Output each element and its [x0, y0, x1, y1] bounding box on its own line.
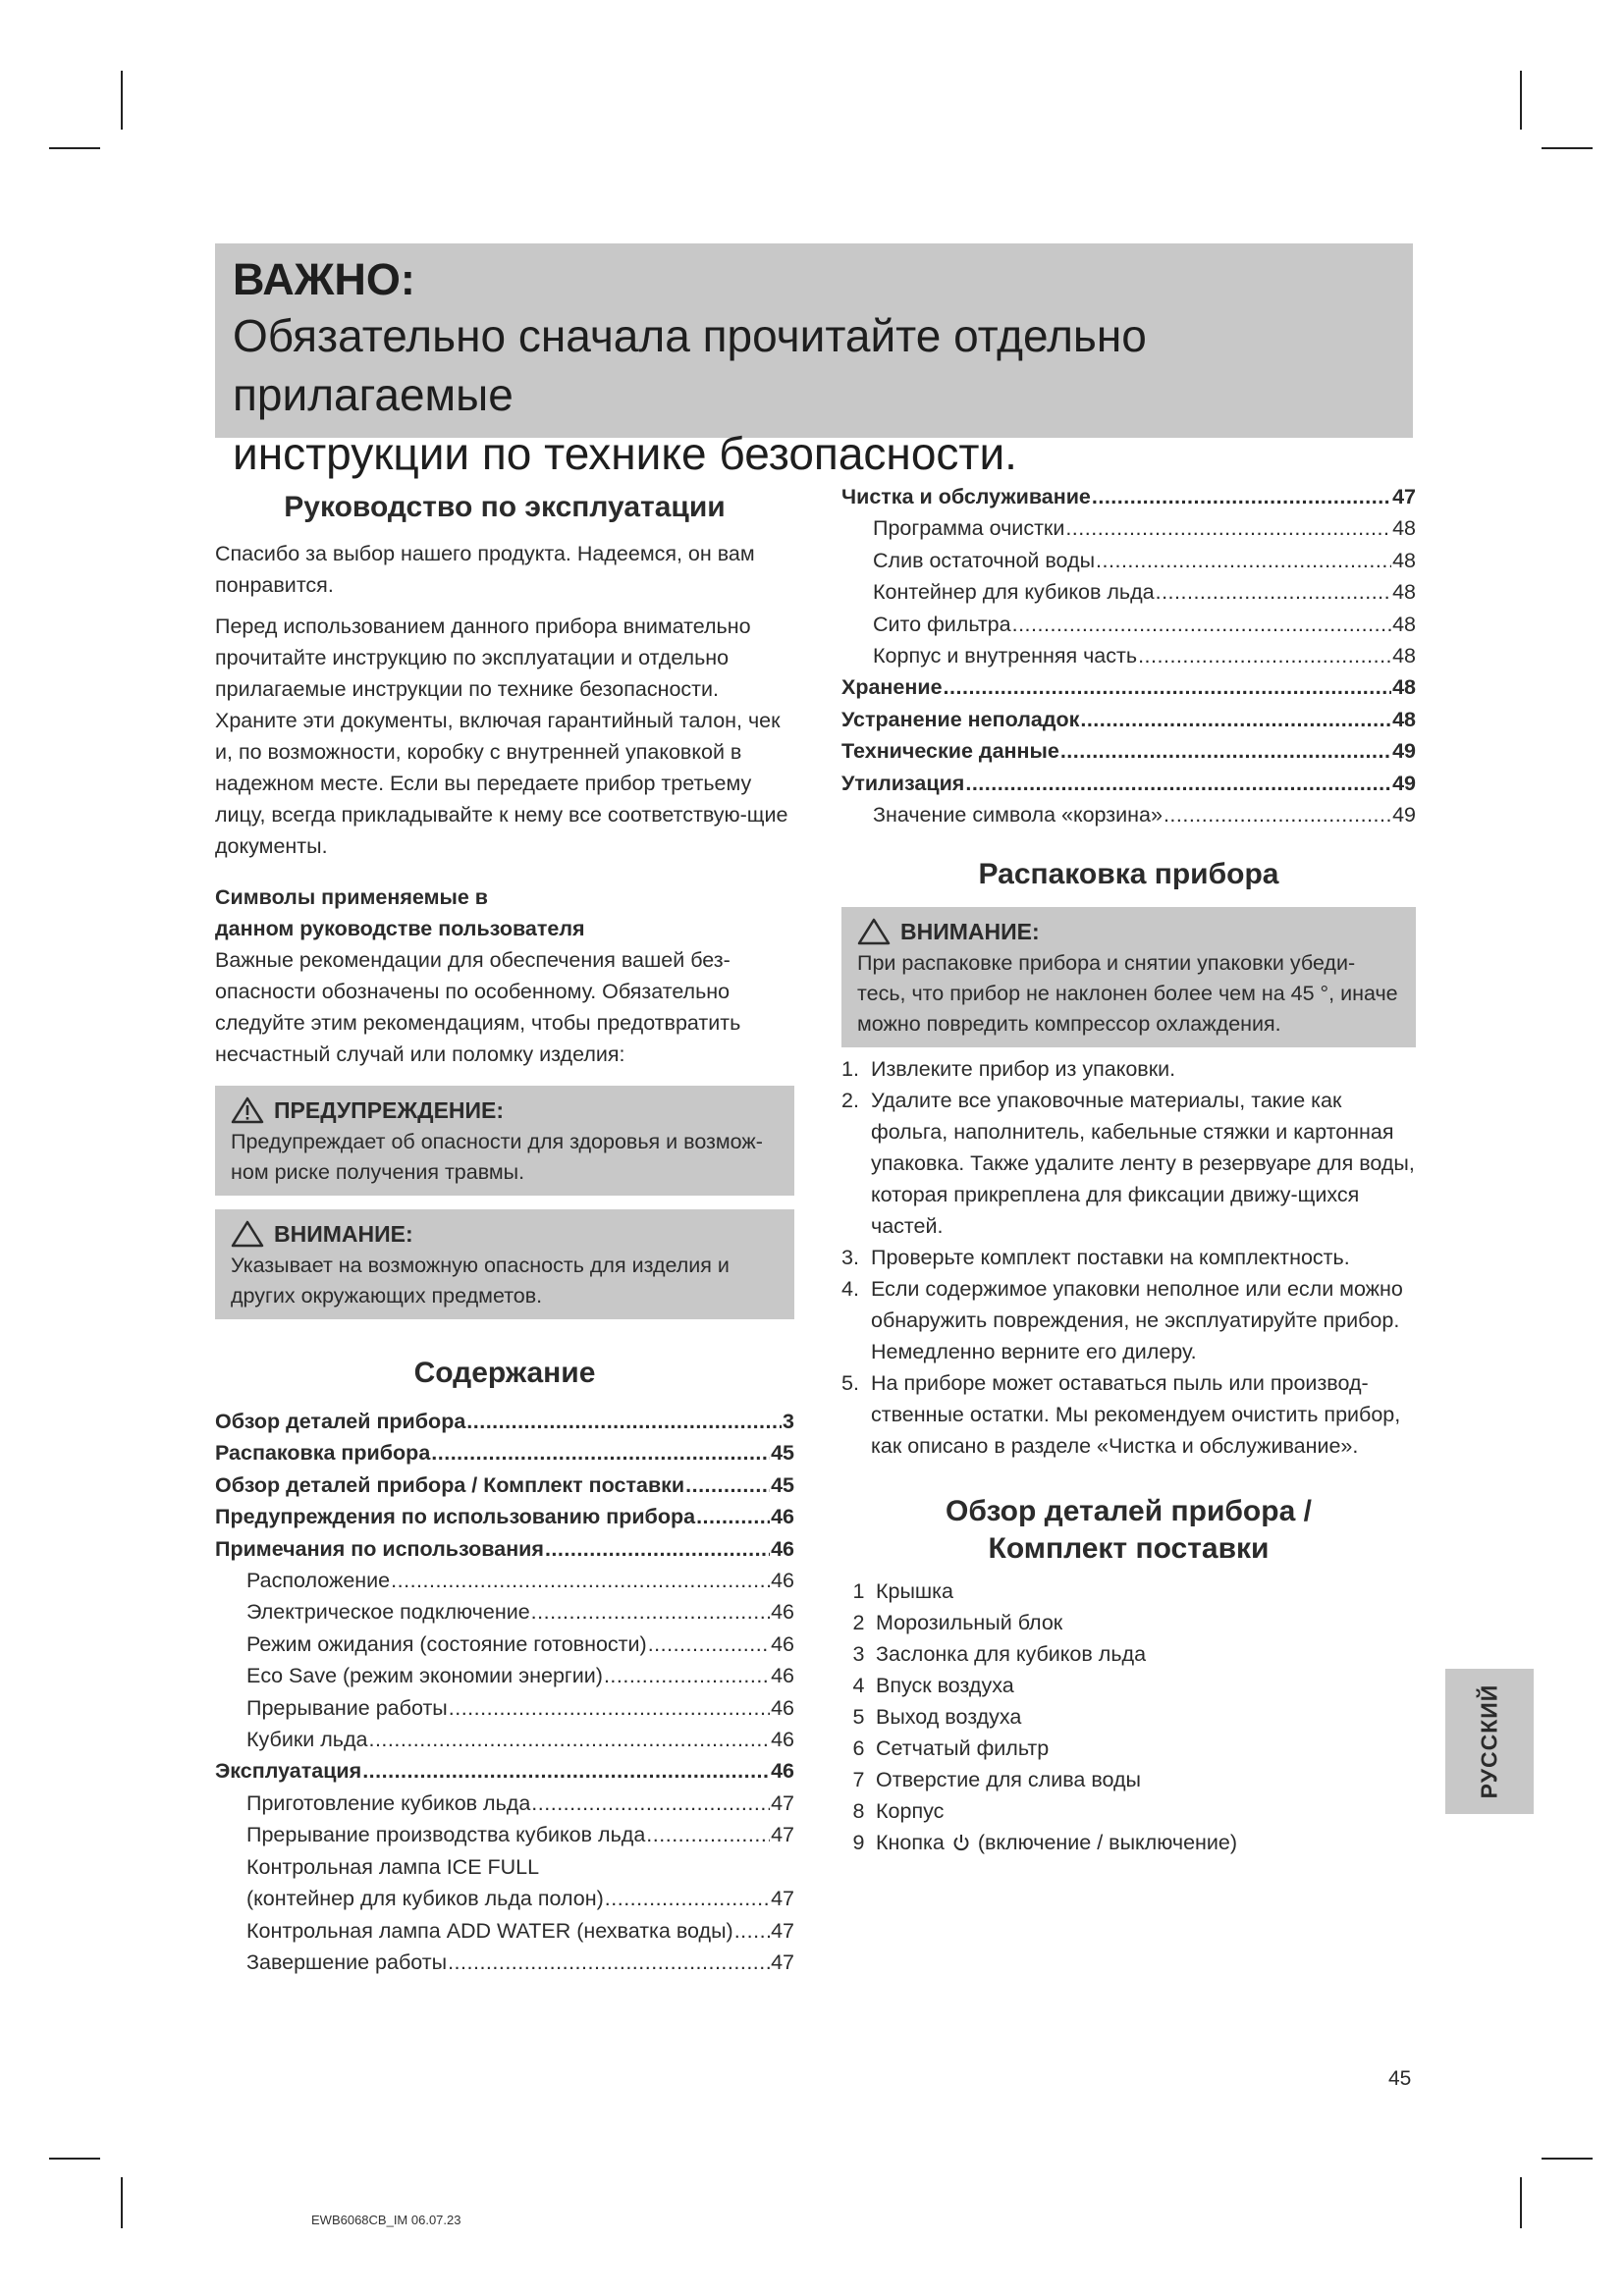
toc-entry-title: Примечания по использования: [215, 1536, 544, 1561]
toc-leader-dots: [1080, 704, 1391, 735]
toc-entry: [215, 1660, 794, 1691]
toc-entry-title: Чистка и обслуживание: [841, 485, 1091, 508]
list-item: [841, 1701, 1416, 1733]
manual-instructions: Перед использованием данного прибора внимательно прочитайте инструкцию по эксплуатации и отдельно прилагаемые инструкции по технике безопасности. Храните эти документы, включая гарантийный талон, чек и, по возможности, коробку с внутренней упаковкой в надежном месте. Если вы передаете прибор третьему лицу, всегда прикладывайте к нему все соответствую-щие документы.: [215, 614, 788, 858]
language-tab-label: РУССКИЙ: [1476, 1683, 1502, 1799]
list-item-text: На приборе может оставаться пыль или производ-ственные остатки. Мы рекомендуем очистить прибор, как описано в разделе «Чистка и обслуживание».: [871, 1371, 1401, 1459]
toc-entry-title: Электрическое подключение: [246, 1600, 530, 1625]
toc-entry-page: 46: [771, 1664, 794, 1688]
parts-item9-text: (включение / выключение): [977, 1831, 1238, 1855]
unpacking-caution-text: При распаковке прибора и снятии упаковки убеди-тесь, что прибор не наклонен более чем на 45 °, иначе можно повредить компрессор охлаждения.: [857, 951, 1398, 1037]
toc-entry: [841, 704, 1416, 735]
toc-entry-page: 47: [771, 1887, 794, 1911]
toc-entry: [215, 1915, 794, 1947]
toc-entry-title: Распаковка прибора: [215, 1441, 431, 1466]
toc-entry-title: Приготовление кубиков льда: [246, 1790, 531, 1815]
list-item: [841, 1638, 1416, 1670]
toc-entry-title: Программа очистки: [873, 516, 1065, 541]
toc-entry: [215, 1469, 794, 1501]
unpacking-steps: [841, 1053, 1416, 1462]
list-item: [841, 1053, 1416, 1085]
toc-leader-dots: [545, 1533, 770, 1565]
toc-leader-dots: [1138, 640, 1391, 671]
toc-entry: [841, 735, 1416, 767]
toc-entry-title: Технические данные: [841, 739, 1059, 764]
list-item-text: Удалите все упаковочные материалы, такие как фольга, наполнитель, кабельные стяжки и картонная упаковка. Также удалите ленту в резервуаре для воды, которая прикреплена для фиксации движу-щихся частей.: [871, 1089, 1415, 1239]
toc-entry-page: 48: [1392, 644, 1416, 668]
list-item-number: 8: [852, 1799, 865, 1824]
toc-entry: Контрольная лампа ICE FULL: [246, 1854, 540, 1879]
toc-entry: [841, 609, 1416, 640]
caution-triangle-icon: [231, 1220, 264, 1248]
toc-leader-dots: [531, 1596, 770, 1628]
list-item: [841, 1764, 1416, 1795]
toc-entry: [215, 1629, 794, 1660]
toc-leader-dots: [466, 1406, 782, 1437]
unpacking-heading: Распаковка прибора: [978, 858, 1279, 891]
list-item-text: Крышка: [876, 1579, 954, 1604]
toc-leader-dots: [368, 1724, 770, 1755]
toc-entry-page: 49: [1392, 803, 1416, 828]
toc-entry-page: 46: [771, 1695, 794, 1720]
toc-leader-dots: [1065, 512, 1391, 544]
toc-entry-page: 48: [1392, 548, 1416, 572]
toc-entry-page: 46: [771, 1728, 794, 1752]
toc-left-list: [215, 1406, 794, 1978]
warning-title: ПРЕДУПРЕЖДЕНИЕ:: [274, 1097, 505, 1123]
toc-entry-page: 47: [1392, 485, 1416, 508]
toc-leader-dots: [1060, 735, 1391, 767]
list-item: [841, 1670, 1416, 1701]
toc-entry-title: Утилизация: [841, 771, 965, 795]
list-item: [841, 1085, 1416, 1242]
banner-title: ВАЖНО:: [233, 254, 415, 304]
list-item-text: Сетчатый фильтр: [876, 1736, 1050, 1761]
toc-entry: [215, 1692, 794, 1724]
toc-leader-dots: [646, 1819, 770, 1850]
toc-entry-page: 47: [771, 1918, 794, 1943]
list-item-number: 4: [852, 1674, 865, 1698]
toc-entry-title: Контейнер для кубиков льда: [873, 580, 1155, 605]
toc-entry-page: 49: [1392, 739, 1416, 764]
toc-leader-dots: [448, 1947, 770, 1978]
toc-entry-title: Завершение работы: [246, 1949, 448, 1974]
toc-leader-dots: [449, 1692, 770, 1724]
toc-entry-title: Прерывание производства кубиков льда: [246, 1823, 646, 1847]
toc-entry-page: 45: [771, 1441, 794, 1466]
list-item: [841, 1273, 1416, 1367]
toc-leader-dots: [965, 768, 1391, 799]
toc-leader-dots: [362, 1755, 770, 1787]
toc-entry: [841, 512, 1416, 544]
toc-leader-dots: [1164, 799, 1391, 830]
toc-entry-page: 46: [771, 1631, 794, 1656]
toc-entry: [215, 1755, 794, 1787]
manual-heading: Руководство по эксплуатации: [284, 491, 726, 523]
toc-leader-dots: [944, 671, 1392, 703]
toc-entry-title: Хранение: [841, 675, 943, 700]
list-item-number: 3: [852, 1642, 865, 1667]
list-item-text: Впуск воздуха: [876, 1674, 1014, 1698]
crop-mark: [1542, 2158, 1593, 2160]
toc-leader-dots: [734, 1915, 770, 1947]
toc-entry: [841, 768, 1416, 799]
crop-mark: [1520, 71, 1522, 130]
parts-item9-label: Кнопка: [876, 1831, 945, 1855]
parts-list: [841, 1575, 1416, 1827]
symbols-heading-2: данном руководстве пользователя: [215, 917, 585, 940]
toc-entry-title: Сито фильтра: [873, 612, 1011, 636]
toc-entry-page: 48: [1392, 516, 1416, 541]
toc-entry-title: Корпус и внутренняя часть: [873, 644, 1138, 668]
symbols-text: Важные рекомендации для обеспечения вашей без-опасности обозначены по особенному. Обязательно следуйте этим рекомендациям, чтобы предотвратить несчастный случай или поломку изделия:: [215, 948, 741, 1066]
toc-entry: [841, 576, 1416, 608]
footer-doc-id: EWB6068CB_IM 06.07.23: [311, 2213, 461, 2227]
toc-entry-title: Расположение: [246, 1569, 391, 1593]
toc-entry: [215, 1819, 794, 1850]
toc-leader-dots: [431, 1437, 770, 1468]
toc-leader-dots: [1012, 609, 1391, 640]
toc-entry-title: Eco Save (режим экономии энергии): [246, 1664, 603, 1688]
list-item: [841, 1242, 1416, 1273]
toc-entry: [215, 1724, 794, 1755]
list-item-number: 1: [852, 1579, 865, 1604]
toc-entry: [841, 799, 1416, 830]
caution-triangle-icon: [857, 918, 891, 945]
crop-mark: [49, 2158, 100, 2160]
language-tab: [1445, 1669, 1534, 1814]
page-number: 45: [1388, 2067, 1412, 2090]
crop-mark: [121, 2177, 123, 2228]
toc-entry-page: 48: [1392, 580, 1416, 605]
toc-entry-page: 47: [771, 1790, 794, 1815]
toc-entry-title: (контейнер для кубиков льда полон): [246, 1887, 604, 1911]
toc-entry: [215, 1788, 794, 1819]
list-item: [841, 1733, 1416, 1764]
list-item-text: Извлеките прибор из упаковки.: [871, 1057, 1176, 1082]
toc-leader-dots: [605, 1883, 770, 1914]
toc-entry-title: Контрольная лампа ADD WATER (нехватка воды): [246, 1918, 733, 1943]
list-item: 9 Кнопка (включение / выключение): [852, 1831, 1238, 1855]
toc-entry: [215, 1947, 794, 1978]
list-item-number: 1.: [841, 1057, 859, 1082]
toc-leader-dots: [531, 1788, 770, 1819]
warning-triangle-icon: [231, 1096, 264, 1124]
toc-entry-page: 45: [771, 1472, 794, 1497]
toc-entry-page: 46: [771, 1759, 794, 1784]
toc-entry-title: Режим ожидания (состояние готовности): [246, 1631, 647, 1656]
toc-entry: [841, 640, 1416, 671]
toc-entry-title: Устранение неполадок: [841, 707, 1080, 731]
list-item: [841, 1795, 1416, 1827]
list-item: [841, 1607, 1416, 1638]
left-column: [215, 481, 794, 1978]
list-item-number: 4.: [841, 1277, 859, 1302]
warning-box: [215, 1086, 794, 1196]
list-item-text: Отверстие для слива воды: [876, 1768, 1141, 1792]
list-item-number: 2: [852, 1611, 865, 1635]
crop-mark: [1542, 147, 1593, 149]
list-item-text: Проверьте комплект поставки на комплектность.: [871, 1246, 1350, 1270]
toc-entry-page: 49: [1392, 771, 1416, 795]
unpacking-caution-title: ВНИМАНИЕ:: [900, 919, 1040, 945]
toc-entry-page: 46: [771, 1569, 794, 1593]
parts-list-item-9: [841, 1827, 1416, 1858]
toc-entry-title: Прерывание работы: [246, 1695, 448, 1720]
power-icon: [951, 1833, 971, 1852]
toc-entry-page: 48: [1392, 675, 1416, 700]
toc-leader-dots: [685, 1469, 770, 1501]
toc-right-list: [841, 481, 1416, 830]
toc-entry-page: 3: [783, 1410, 794, 1433]
toc-entry-page: 46: [771, 1536, 794, 1561]
list-item-number: 3.: [841, 1246, 859, 1270]
toc-entry: [215, 1565, 794, 1596]
toc-entry-page: 48: [1392, 707, 1416, 731]
list-item-text: Выход воздуха: [876, 1705, 1022, 1730]
toc-entry-title: Эксплуатация: [215, 1759, 362, 1784]
toc-entry: [215, 1883, 794, 1914]
list-item-number: 7: [852, 1768, 865, 1792]
toc-leader-dots: [696, 1501, 770, 1532]
list-item-number: 6: [852, 1736, 865, 1761]
list-item-number: 2.: [841, 1089, 859, 1113]
list-item-number: 5: [852, 1705, 865, 1730]
symbols-heading-1: Символы применяемые в: [215, 885, 488, 909]
toc-leader-dots: [1156, 576, 1391, 608]
toc-leader-dots: [604, 1660, 770, 1691]
caution-title: ВНИМАНИЕ:: [274, 1221, 413, 1247]
list-item: [841, 1367, 1416, 1462]
right-column: [841, 481, 1416, 1858]
toc-entry-title: Слив остаточной воды: [873, 548, 1096, 572]
manual-intro: Спасибо за выбор нашего продукта. Надеемся, он вам понравится.: [215, 542, 755, 597]
important-banner: [215, 243, 1413, 479]
toc-entry: [215, 1596, 794, 1628]
caution-box: [215, 1209, 794, 1319]
list-item-text: Корпус: [876, 1799, 945, 1824]
toc-entry: [215, 1437, 794, 1468]
toc-entry-page: 46: [771, 1600, 794, 1625]
banner-line-1: Обязательно сначала прочитайте отдельно прилагаемые: [233, 310, 1147, 420]
toc-heading: Содержание: [413, 1357, 596, 1389]
unpacking-caution-box: [841, 907, 1416, 1047]
warning-text: Предупреждает об опасности для здоровья и возмож-ном риске получения травмы.: [231, 1130, 763, 1184]
toc-entry-title: Обзор деталей прибора: [215, 1410, 466, 1433]
toc-entry: [841, 671, 1416, 703]
toc-leader-dots: [1092, 481, 1391, 512]
list-item-number: 5.: [841, 1371, 859, 1396]
toc-entry: [841, 481, 1416, 512]
banner-line-2: инструкции по технике безопасности.: [233, 428, 1017, 479]
toc-entry-page: 47: [771, 1949, 794, 1974]
toc-entry-title: Кубики льда: [246, 1728, 368, 1752]
crop-mark: [49, 147, 100, 149]
toc-entry: [215, 1406, 794, 1437]
toc-entry-page: 46: [771, 1505, 794, 1529]
crop-mark: [1520, 2177, 1522, 2228]
toc-entry-page: 48: [1392, 612, 1416, 636]
toc-leader-dots: [391, 1565, 770, 1596]
parts-heading-2: Комплект поставки: [988, 1532, 1270, 1566]
crop-mark: [121, 71, 123, 130]
toc-entry-page: 47: [771, 1823, 794, 1847]
list-item: [841, 1575, 1416, 1607]
list-item-text: Заслонка для кубиков льда: [876, 1642, 1147, 1667]
toc-entry-title: Обзор деталей прибора / Комплект поставки: [215, 1472, 685, 1497]
toc-leader-dots: [648, 1629, 770, 1660]
toc-leader-dots: [1096, 545, 1391, 576]
list-item-text: Если содержимое упаковки неполное или если можно обнаружить повреждения, не эксплуатируйте прибор. Немедленно верните его дилеру.: [871, 1277, 1403, 1364]
toc-entry: [215, 1501, 794, 1532]
toc-entry: [215, 1533, 794, 1565]
parts-heading-1: Обзор деталей прибора /: [946, 1495, 1312, 1528]
toc-entry-title: Предупреждения по использованию прибора: [215, 1505, 696, 1529]
caution-text: Указывает на возможную опасность для изделия и других окружающих предметов.: [231, 1254, 730, 1308]
toc-entry-title: Значение символа «корзина»: [873, 803, 1163, 828]
toc-entry: [841, 545, 1416, 576]
list-item-text: Морозильный блок: [876, 1611, 1063, 1635]
